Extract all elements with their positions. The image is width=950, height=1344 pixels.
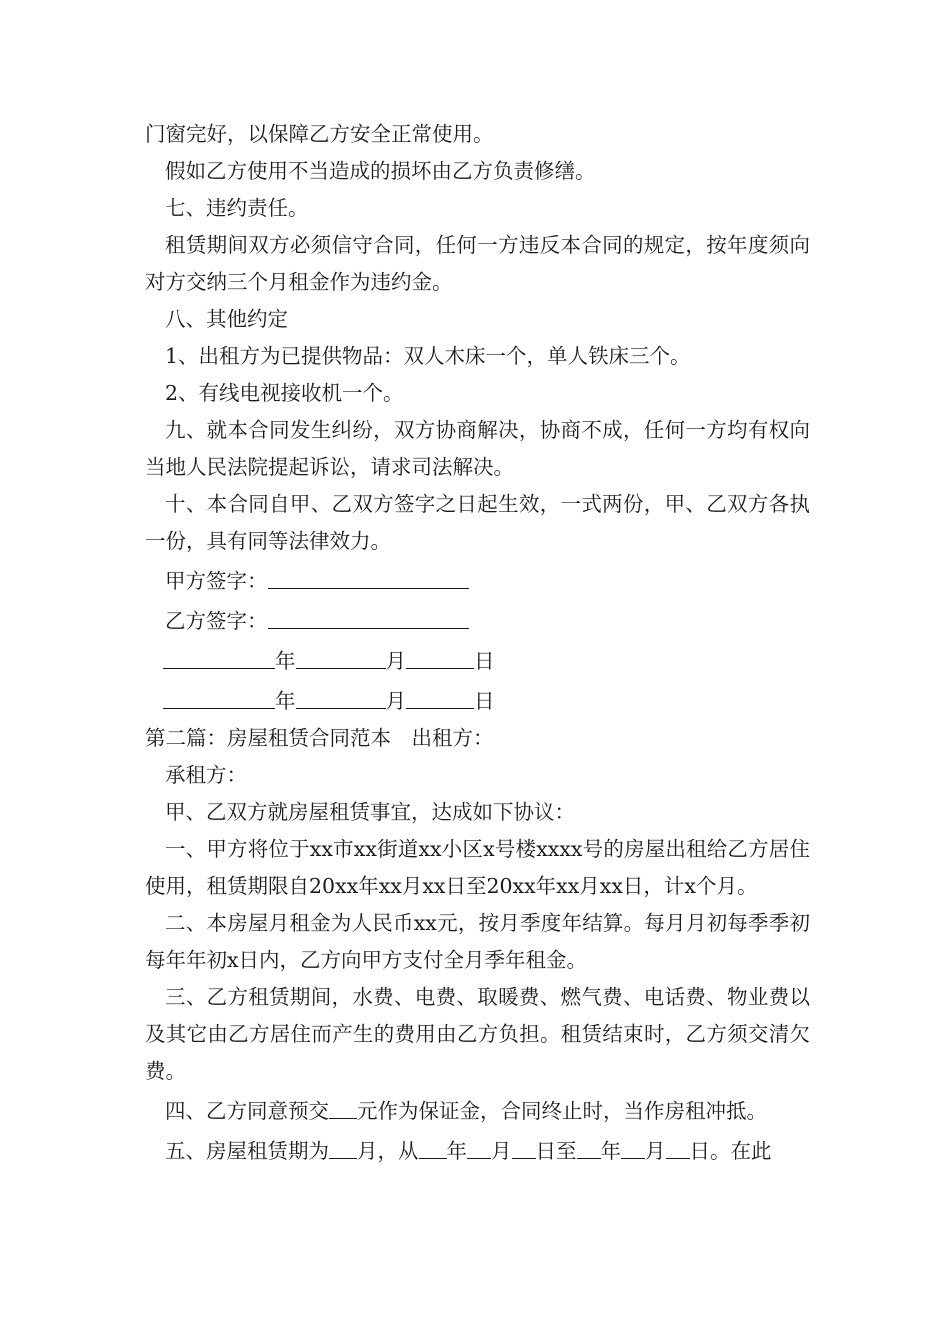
month-blank (296, 640, 386, 669)
end-day-blank (666, 1130, 690, 1159)
year-label: 年 (275, 649, 296, 673)
start-day-blank (512, 1130, 536, 1159)
list-item: 1、出租方为已提供物品：双人木床一个，单人铁床三个。 (165, 344, 691, 368)
day-label: 日 (474, 689, 495, 713)
clause-text: 日。在此 (689, 1139, 772, 1163)
month-label: 月 (385, 649, 406, 673)
day-blank (406, 680, 474, 709)
clause-text: 日至 (535, 1139, 577, 1163)
clause-deposit (145, 1090, 810, 1130)
clause: 二、本房屋月租金为人民币xx元，按月季度年结算。每月月初每季季初每年年初x日内，乙方向甲方支付全月季年租金。 (145, 911, 810, 972)
month-blank (296, 680, 386, 709)
date-line (145, 680, 810, 720)
date-line (145, 640, 810, 680)
paragraph: 十、本合同自甲、乙双方签字之日起生效，一式两份，甲、乙双方各执一份，具有同等法律效力。 (145, 492, 810, 553)
clause-text: 月 (645, 1139, 666, 1163)
paragraph: 门窗完好，以保障乙方安全正常使用。 (145, 122, 494, 146)
day-blank (406, 640, 474, 669)
clause-text: 元作为保证金，合同终止时，当作房租冲抵。 (357, 1099, 767, 1123)
year-blank (163, 680, 275, 709)
lessee-line: 承租方： (165, 763, 247, 787)
clause: 一、甲方将位于xx市xx街道xx小区x号楼xxxx号的房屋出租给乙方居住使用，租赁期限自20xx年xx月xx日至20xx年xx月xx日，计x个月。 (145, 837, 810, 898)
clause-text: 年 (600, 1139, 621, 1163)
deposit-blank (329, 1090, 357, 1119)
end-month-blank (621, 1130, 645, 1159)
party-b-signature-label: 乙方签字： (165, 609, 268, 633)
start-year-blank (419, 1130, 447, 1159)
year-blank (163, 640, 275, 669)
party-a-signature-line (145, 560, 810, 600)
year-label: 年 (275, 689, 296, 713)
clause-text: 五、房屋租赁期为 (165, 1139, 329, 1163)
paragraph: 九、就本合同发生纠纷，双方协商解决，协商不成，任何一方均有权向当地人民法院提起诉讼，请求司法解决。 (145, 418, 810, 479)
party-a-signature-label: 甲方签字： (165, 569, 268, 593)
clause: 三、乙方租赁期间，水费、电费、取暖费、燃气费、电话费、物业费以及其它由乙方居住而产生的费用由乙方负担。租赁结束时，乙方须交清欠费。 (145, 985, 810, 1083)
party-a-signature-blank (268, 560, 469, 589)
clause-text: 年 (446, 1139, 467, 1163)
second-contract-heading: 第二篇：房屋租赁合同范本 出租方： (145, 726, 494, 750)
clause-text: 月，从 (357, 1139, 419, 1163)
document-page (145, 116, 810, 1170)
term-blank (329, 1130, 357, 1159)
list-item: 2、有线电视接收机一个。 (165, 381, 404, 405)
party-b-signature-blank (268, 600, 469, 629)
start-month-blank (467, 1130, 491, 1159)
end-year-blank (577, 1130, 601, 1159)
month-label: 月 (385, 689, 406, 713)
section-heading: 七、违约责任。 (165, 196, 309, 220)
paragraph: 甲、乙双方就房屋租赁事宜，达成如下协议： (165, 800, 575, 824)
section-heading: 八、其他约定 (165, 307, 288, 331)
day-label: 日 (474, 649, 495, 673)
party-b-signature-line (145, 600, 810, 640)
paragraph: 租赁期间双方必须信守合同，任何一方违反本合同的规定，按年度须向对方交纳三个月租金作为违约金。 (145, 233, 810, 294)
clause-text: 四、乙方同意预交 (165, 1099, 329, 1123)
paragraph: 假如乙方使用不当造成的损坏由乙方负责修缮。 (165, 159, 596, 183)
clause-text: 月 (491, 1139, 512, 1163)
clause-lease-term (145, 1130, 810, 1170)
